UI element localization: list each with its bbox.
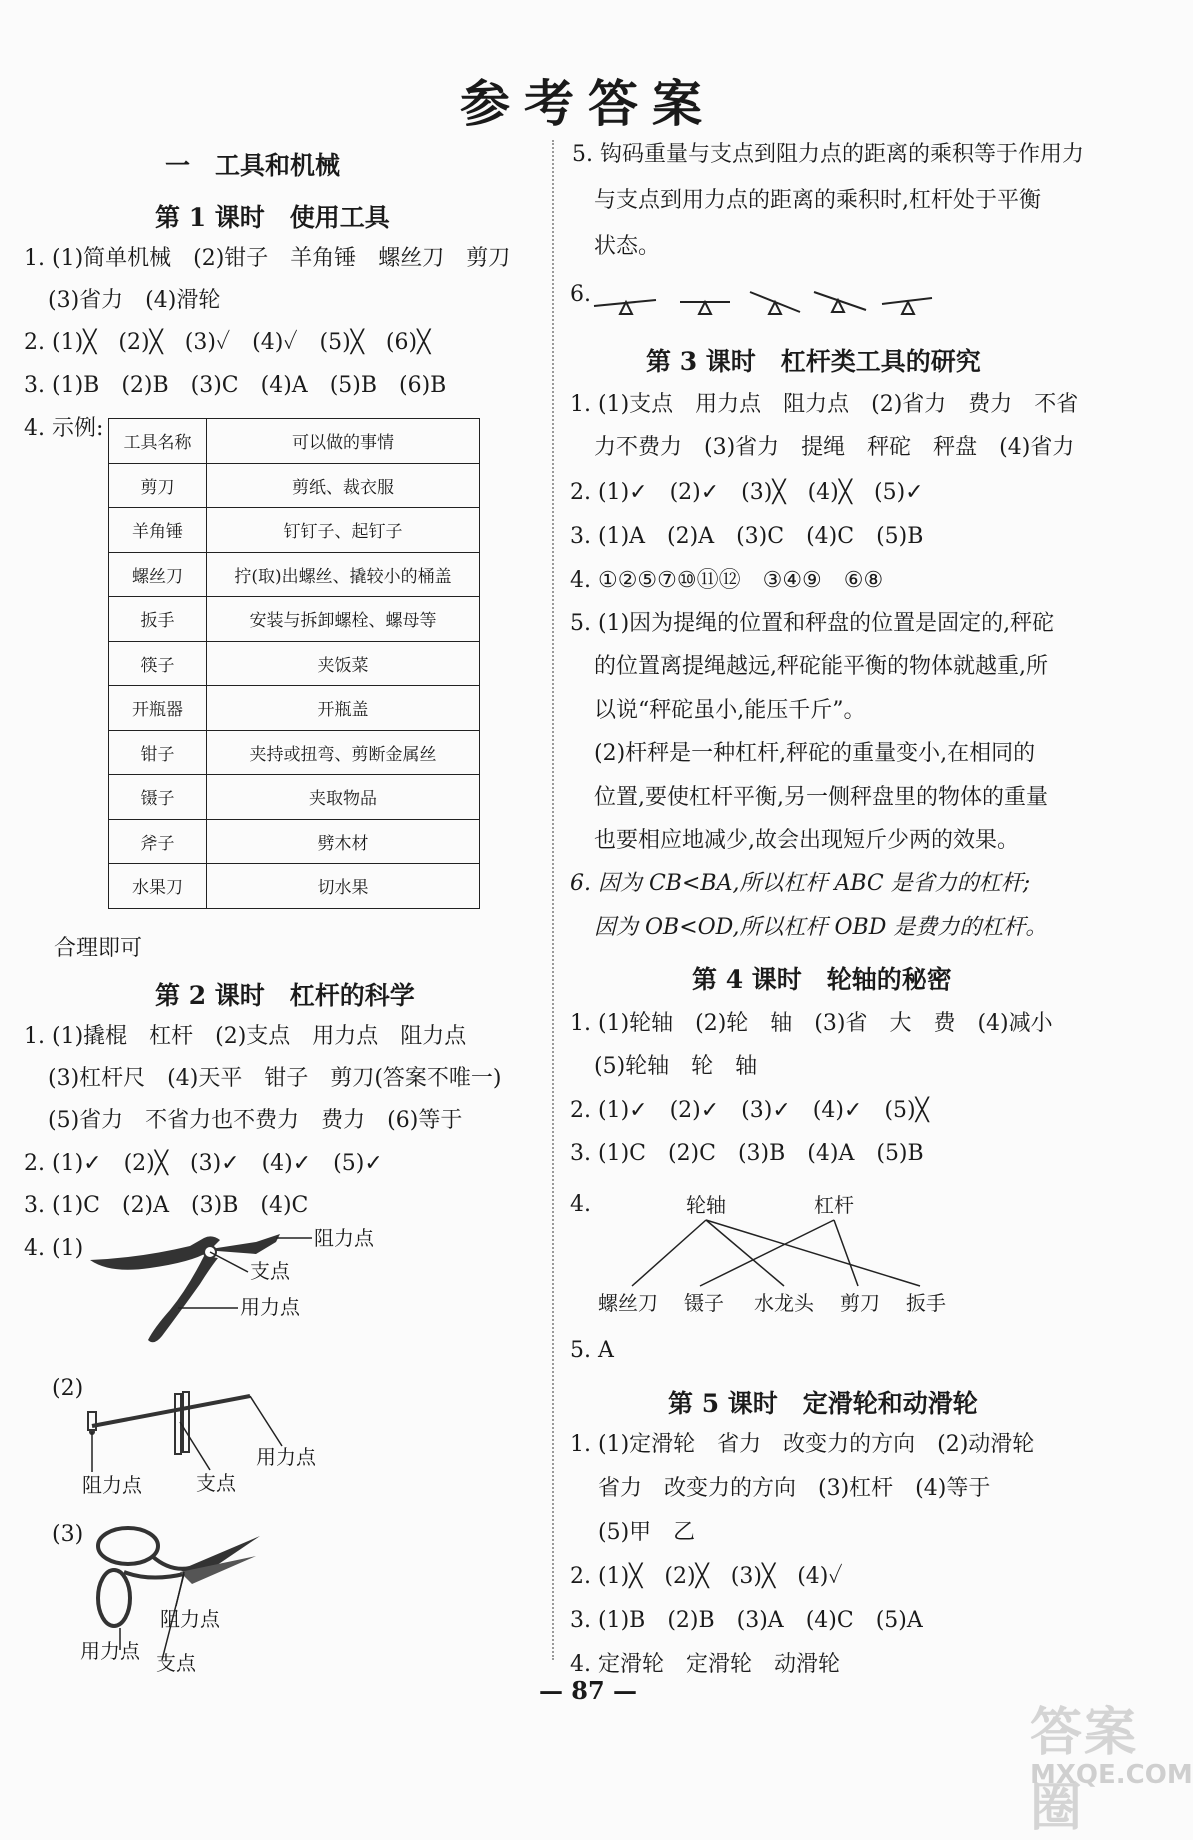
match-top-label: 杠杆 (814, 1193, 854, 1217)
match-bottom-label: 螺丝刀 (598, 1291, 658, 1315)
lesson5-q3: 3. (1)B (2)B (3)A (4)C (5)A (570, 1608, 923, 1633)
fig2-label: 支点 (196, 1471, 236, 1495)
lesson2-q1b: (3)杠杆尺 (4)天平 钳子 剪刀(答案不唯一) (48, 1066, 502, 1091)
table-header-cell: 工具名称 (109, 419, 207, 464)
lesson5-q1a: 1. (1)定滑轮 省力 改变力的方向 (2)动滑轮 (570, 1432, 1035, 1457)
table-cell: 剪刀 (109, 463, 207, 508)
lesson3-q6a: 6. 因为 CB<BA,所以杠杆 ABC 是省力的杠杆; (570, 871, 1031, 896)
lesson4-q3: 3. (1)C (2)C (3)B (4)A (5)B (570, 1141, 924, 1166)
table-cell: 螺丝刀 (109, 552, 207, 597)
lesson5-q2: 2. (1)╳ (2)╳ (3)╳ (4)✓ (570, 1564, 843, 1589)
table-row (109, 775, 480, 820)
match-top-label: 轮轴 (686, 1193, 726, 1217)
lesson4-q2: 2. (1)✓ (2)✓ (3)✓ (4)✓ (5)╳ (570, 1098, 929, 1123)
table-cell: 切水果 (207, 864, 480, 909)
lesson4-q5: 5. A (570, 1338, 614, 1363)
right-q5b: 与支点到用力点的距离的乘积时,杠杆处于平衡 (594, 188, 1041, 213)
table-row (109, 597, 480, 642)
table-cell: 水果刀 (109, 864, 207, 909)
match-bottom-label: 剪刀 (840, 1291, 880, 1315)
lesson1-q1a: 1. (1)简单机械 (2)钳子 羊角锤 螺丝刀 剪刀 (24, 246, 511, 271)
tools-table (108, 418, 480, 909)
table-header-cell: 可以做的事情 (207, 419, 480, 464)
fig3-label: 阻力点 (160, 1607, 220, 1631)
match-bottom-label: 镊子 (684, 1291, 724, 1315)
lesson3-q4: 4. ①②⑤⑦⑩⑪⑫ ③④⑨ ⑥⑧ (570, 568, 884, 593)
table-cell: 夹取物品 (207, 775, 480, 820)
fig1-label: 支点 (250, 1259, 290, 1283)
lesson3-q6b: 因为 OB<OD,所以杠杆 OBD 是费力的杠杆。 (594, 915, 1048, 940)
table-cell: 开瓶盖 (207, 686, 480, 731)
right-q6-label: 6. (570, 282, 591, 307)
lesson1-q2: 2. (1)╳ (2)╳ (3)✓ (4)✓ (5)╳ (6)╳ (24, 330, 431, 355)
lesson5-q4: 4. 定滑轮 定滑轮 动滑轮 (570, 1652, 840, 1677)
table-cell: 羊角锤 (109, 508, 207, 553)
match-bottom-label: 扳手 (906, 1291, 946, 1315)
fig2-label: 阻力点 (82, 1473, 142, 1497)
page-number: — 87 — (538, 1676, 638, 1705)
unit-heading: 一 工具和机械 (165, 151, 341, 180)
fig3-label: 用力点 (80, 1639, 140, 1663)
lesson4-q1a: 1. (1)轮轴 (2)轮 轴 (3)省 大 费 (4)减小 (570, 1011, 1053, 1036)
table-cell: 拧(取)出螺丝、撬较小的桶盖 (207, 552, 480, 597)
watermark-url: MXQE.COM (1030, 1760, 1193, 1790)
lesson2-q4-label: 4. (1) (24, 1236, 84, 1261)
lesson2-q2: 2. (1)✓ (2)╳ (3)✓ (4)✓ (5)✓ (24, 1151, 383, 1176)
lesson4-q1b: (5)轮轴 轮 轴 (594, 1054, 758, 1079)
table-row (109, 641, 480, 686)
lesson4-heading: 第 4 课时 轮轴的秘密 (692, 965, 952, 994)
table-row (109, 508, 480, 553)
table-cell: 夹持或扭弯、剪断金属丝 (207, 730, 480, 775)
table-cell: 夹饭菜 (207, 641, 480, 686)
lesson2-heading: 第 2 课时 杠杆的科学 (155, 981, 415, 1010)
table-cell: 劈木材 (207, 819, 480, 864)
lesson1-note: 合理即可 (54, 936, 143, 961)
lesson2-q1c: (5)省力 不省力也不费力 费力 (6)等于 (48, 1108, 463, 1133)
fig3-label: 支点 (156, 1651, 196, 1675)
lesson1-heading: 第 1 课时 使用工具 (155, 203, 390, 232)
lesson3-q5b: 的位置离提绳越远,秤砣能平衡的物体就越重,所 (594, 654, 1048, 679)
lesson5-q1c: (5)甲 乙 (598, 1520, 696, 1545)
fig2-number: (2) (52, 1376, 84, 1401)
table-cell: 开瓶器 (109, 686, 207, 731)
fig2-label: 用力点 (256, 1445, 316, 1469)
lesson3-q5c: 以说“秤砣虽小,能压千斤”。 (594, 698, 866, 723)
right-q5a: 5. 钩码重量与支点到阻力点的距离的乘积等于作用力 (572, 142, 1084, 167)
lesson3-q3: 3. (1)A (2)A (3)C (4)C (5)B (570, 524, 924, 549)
scissors-figure (80, 1512, 360, 1675)
lesson3-q5e: 位置,要使杠杆平衡,另一侧秤盘里的物体的重量 (594, 785, 1048, 810)
lesson3-q5f: 也要相应地减少,故会出现短斤少两的效果。 (594, 828, 1019, 853)
table-cell: 钉钉子、起钉子 (207, 508, 480, 553)
table-cell: 斧子 (109, 819, 207, 864)
lesson3-q5d: (2)杆秤是一种杠杆,秤砣的重量变小,在相同的 (594, 741, 1036, 766)
table-cell: 剪纸、裁衣服 (207, 463, 480, 508)
lesson3-q1b: 力不费力 (3)省力 提绳 秤砣 秤盘 (4)省力 (594, 435, 1075, 460)
balance-figure (590, 280, 950, 320)
table-row (109, 819, 480, 864)
table-row (109, 552, 480, 597)
table-cell: 扳手 (109, 597, 207, 642)
lesson1-q4-label: 4. 示例: (24, 416, 104, 441)
table-row (109, 686, 480, 731)
table-row (109, 463, 480, 508)
column-divider (552, 140, 554, 1660)
lesson2-q3: 3. (1)C (2)A (3)B (4)C (24, 1193, 309, 1218)
match-bottom-label: 水龙头 (754, 1291, 814, 1315)
lesson3-q2: 2. (1)✓ (2)✓ (3)╳ (4)╳ (5)✓ (570, 480, 924, 505)
lesson3-q5a: 5. (1)因为提绳的位置和秤盘的位置是固定的,秤砣 (570, 611, 1055, 636)
lesson5-q1b: 省力 改变力的方向 (3)杠杆 (4)等于 (598, 1476, 991, 1501)
watermark-logo (1030, 1690, 1193, 1838)
fig1-label: 阻力点 (314, 1226, 374, 1250)
lesson4-q4-label: 4. (570, 1192, 591, 1217)
lesson3-heading: 第 3 课时 杠杆类工具的研究 (646, 347, 981, 376)
table-header-row (109, 419, 480, 464)
fig1-label: 用力点 (240, 1295, 300, 1319)
right-q5c: 状态。 (594, 234, 661, 259)
page-title: 参考答案 (460, 74, 716, 133)
lesson5-heading: 第 5 课时 定滑轮和动滑轮 (668, 1389, 978, 1418)
table-cell: 安装与拆卸螺栓、螺母等 (207, 597, 480, 642)
table-row (109, 730, 480, 775)
table-cell: 筷子 (109, 641, 207, 686)
lesson2-q1a: 1. (1)撬棍 杠杆 (2)支点 用力点 阻力点 (24, 1024, 467, 1049)
lesson3-q1a: 1. (1)支点 用力点 阻力点 (2)省力 费力 不省 (570, 392, 1079, 417)
pliers-figure (80, 1226, 374, 1350)
fig3-number: (3) (52, 1522, 84, 1547)
lever-figure (80, 1372, 360, 1502)
table-cell: 钳子 (109, 730, 207, 775)
lesson1-q1b: (3)省力 (4)滑轮 (48, 288, 221, 313)
lesson1-q3: 3. (1)B (2)B (3)C (4)A (5)B (6)B (24, 373, 447, 398)
watermark-text: 答案圈 (1030, 1703, 1139, 1838)
table-row (109, 864, 480, 909)
matching-diagram (590, 1188, 970, 1318)
table-cell: 镊子 (109, 775, 207, 820)
